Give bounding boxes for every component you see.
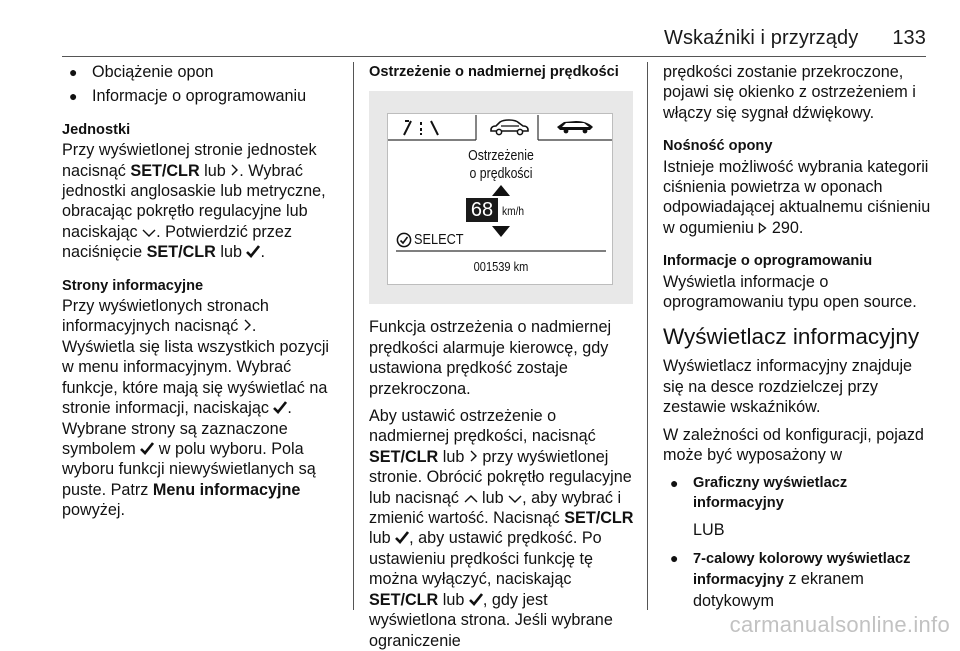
warning-title-line1: Ostrzeżenie bbox=[468, 147, 534, 165]
overspeed-setup-paragraph: Aby ustawić ostrzeżenie o nadmiernej prędkości, nacisnąć SET/CLR lub przy wyświetlonej stronie. Obrócić pokrętło regulacyjne lub nacisnąć lub , aby wybrać i zmienić wartość. Nacisnąć SET/CLR lub , aby ustawić prędkość. Po ustawieniu prędkości funkcję tę można wyłączyć, naciskając SET/CLR lub , gdy jest wyświetlona strona. Jeśli wybrane ograniczenie bbox=[369, 407, 634, 650]
page-number: 133 bbox=[892, 27, 926, 49]
or-separator: LUB bbox=[693, 521, 725, 540]
set-clr-key: SET/CLR bbox=[564, 509, 634, 528]
chevron-right-icon bbox=[469, 449, 478, 463]
chevron-down-icon[interactable] bbox=[491, 225, 511, 238]
list-item bbox=[62, 86, 342, 106]
odometer-readout: 001539 km bbox=[473, 259, 529, 275]
tyre-load-paragraph: Istnieje możliwość wybrania kategorii ciśnienia powietrza w oponach odpowiadającej aktualnemu ciśnieniu w ogumieniu 290. bbox=[663, 157, 931, 237]
watermark: carmanualsonline.info bbox=[729, 612, 950, 637]
column-1 bbox=[62, 62, 342, 521]
check-icon bbox=[469, 593, 483, 606]
units-paragraph: Przy wyświetlonej stronie jednostek nacisnąć SET/CLR lub . Wybrać jednostki anglosaskie lub metryczne, obracając pokrętło regulacyjne lub naciskając . Potwierdzić przez naciśnięcie SET/CLR lub . bbox=[62, 141, 326, 262]
chevron-up-icon[interactable] bbox=[491, 184, 511, 197]
set-clr-key: SET/CLR bbox=[146, 243, 216, 262]
chevron-down-icon bbox=[508, 494, 522, 504]
chevron-right-icon bbox=[230, 163, 239, 177]
list-item-text: Obciążenie opon bbox=[92, 63, 214, 81]
column-2 bbox=[369, 62, 637, 651]
configuration-paragraph: W zależności od konfiguracji, pojazd może być wyposażony w bbox=[663, 425, 924, 465]
select-label[interactable]: SELECT bbox=[414, 231, 464, 249]
list-item bbox=[62, 62, 342, 82]
chevron-right-icon bbox=[243, 318, 252, 332]
warning-title-line2: o prędkości bbox=[469, 165, 533, 183]
column-3 bbox=[663, 62, 933, 611]
list-item bbox=[663, 548, 933, 611]
info-pages-heading: Strony informacyjne bbox=[62, 277, 204, 294]
continued-paragraph: prędkości zostanie przekroczone, pojawi się okienko z ostrzeżeniem i włączy się sygnał dźwiękowy. bbox=[663, 63, 916, 122]
check-icon bbox=[246, 245, 260, 258]
chevron-up-icon bbox=[464, 494, 478, 504]
bullet-dot-icon: ● bbox=[69, 64, 78, 80]
chapter-title: Wskaźniki i przyrządy bbox=[663, 27, 859, 49]
display-illustration bbox=[369, 91, 633, 304]
software-info-heading: Informacje o oprogramowaniu bbox=[663, 253, 873, 270]
bullet-dot-icon: ● bbox=[69, 88, 78, 105]
set-clr-key: SET/CLR bbox=[369, 590, 439, 609]
menu-reference-link[interactable]: Menu informacyjne bbox=[152, 480, 301, 499]
column-divider-1 bbox=[353, 62, 354, 610]
set-clr-key: SET/CLR bbox=[130, 161, 200, 180]
bullet-dot-icon: ● bbox=[670, 474, 679, 491]
bullet-dot-icon: ● bbox=[670, 549, 679, 566]
driver-info-display bbox=[387, 113, 613, 285]
running-header bbox=[664, 27, 926, 50]
software-info-paragraph: Wyświetla informacje o oprogramowaniu typu open source. bbox=[663, 272, 917, 312]
check-icon bbox=[273, 401, 287, 414]
units-heading: Jednostki bbox=[62, 121, 131, 138]
info-list-paragraph: Wyświetla się lista wszystkich pozycji w menu informacyjnym. Wybrać funkcje, które mają się wyświetlać na stronie informacji, naciskając . bbox=[62, 337, 330, 418]
info-pages-paragraph: Przy wyświetlonych stronach informacyjnych nacisnąć . bbox=[62, 297, 269, 336]
section-title: Wyświetlacz informacyjny bbox=[663, 324, 920, 350]
sport-car-icon bbox=[554, 118, 596, 136]
tyre-load-heading: Nośność opony bbox=[663, 138, 773, 155]
page-reference[interactable]: 290 bbox=[771, 218, 799, 237]
selected-pages-paragraph: Wybrane strony są zaznaczone symbolem w polu wyboru. Pola wyboru funkcji niewyświetlanych są puste. Patrz Menu informacyjne powyżej. bbox=[62, 419, 316, 520]
check-icon bbox=[395, 531, 409, 544]
list-item-text: Graficzny wyświetlacz informacyjny bbox=[693, 474, 848, 511]
display-location-paragraph: Wyświetlacz informacyjny znajduje się na desce rozdzielczej przy zestawie wskaźników. bbox=[663, 357, 913, 417]
overspeed-description: Funkcja ostrzeżenia o nadmiernej prędkości alarmuje kierowcę, gdy ustawiona prędkość zostaje przekroczona. bbox=[369, 318, 612, 398]
chevron-down-icon bbox=[142, 228, 156, 238]
car-icon bbox=[487, 118, 531, 136]
speed-value-badge: 68 bbox=[466, 198, 498, 222]
select-check-circle-icon bbox=[396, 232, 412, 248]
column-divider-2 bbox=[647, 62, 648, 610]
list-item bbox=[663, 473, 933, 514]
overspeed-heading: Ostrzeżenie o nadmiernej prędkości bbox=[369, 64, 619, 80]
list-item-text: Informacje o oprogramowaniu bbox=[92, 87, 307, 106]
list-item-text: 7-calowy kolorowy wyświetlacz informacyjny z ekranem dotykowym bbox=[693, 550, 911, 610]
header-rule bbox=[62, 56, 926, 57]
set-clr-key: SET/CLR bbox=[369, 447, 439, 466]
speed-unit: km/h bbox=[502, 204, 525, 219]
page-ref-triangle-icon bbox=[758, 222, 767, 234]
check-icon bbox=[140, 442, 154, 455]
road-lane-icon bbox=[398, 119, 444, 137]
